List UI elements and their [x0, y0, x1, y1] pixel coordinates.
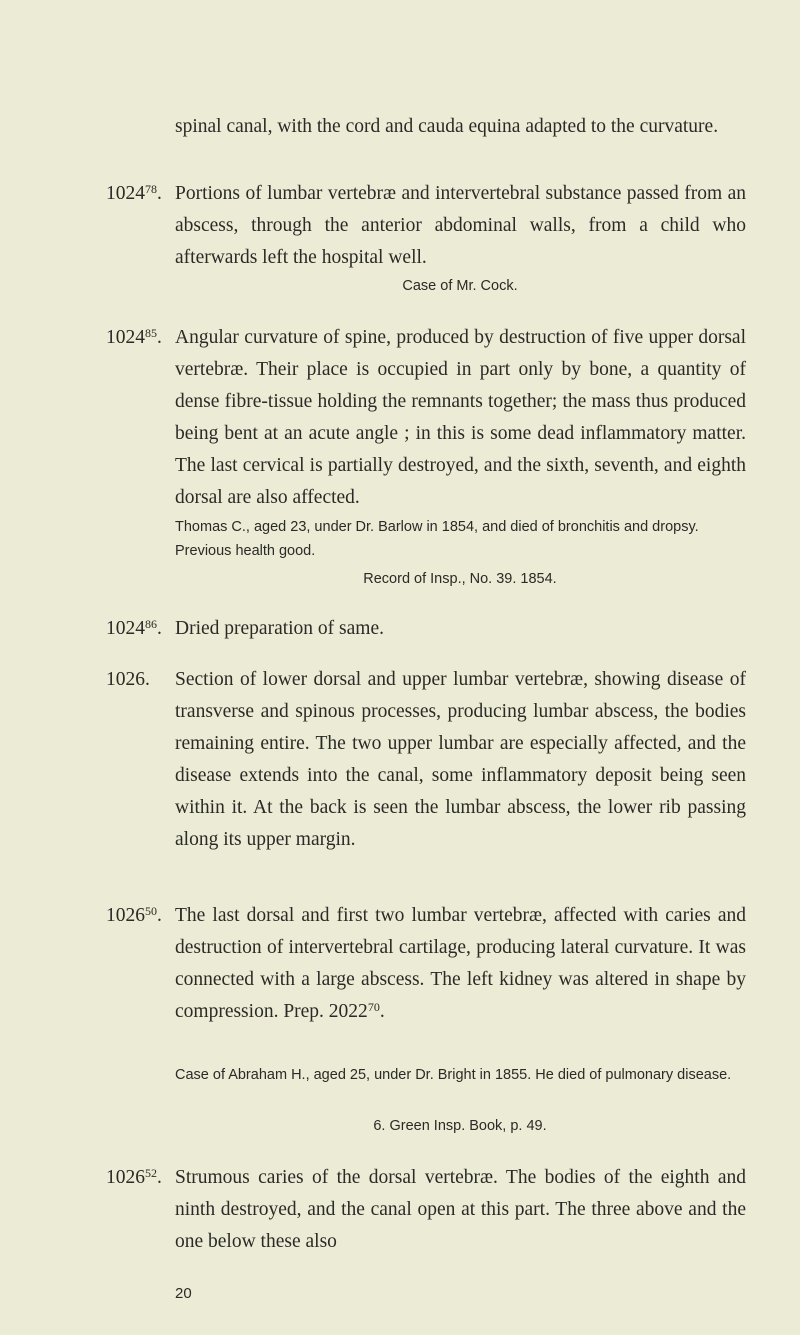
entry-description: Section of lower dorsal and upper lumbar vertebræ, showing disease of transverse and spinous processes, producing lumbar abscess, the bodies remaining entire. The two upper lumbar are especially affected, and the disease extends into the canal, some inflammatory deposit being seen within it. At the back is seen the lumbar abscess, the lower rib passing along its upper margin. [175, 669, 746, 850]
entry-description: The last dorsal and first two lumbar vertebræ, affected with caries and destruction of intervertebral cartilage, producing lateral curvature. It was connected with a large abscess. The left kidney was altered in shape by compression. Prep. 2022$^{70}$. [175, 905, 746, 1022]
entry-description: Angular curvature of spine, produced by destruction of five upper dorsal vertebræ. Their place is occupied in part only by bone, a quantity of dense fibre-tissue holding the remnants together; the mass thus produced being bent at an acute angle ; in this is some dead inflammatory matter. The last cervical is partially destroyed, and the sixth, seventh, and eighth dorsal are also affected. [175, 327, 746, 508]
catalogue-entry [106, 178, 746, 274]
case-note: Case of Abraham H., aged 25, under Dr. Bright in 1855. He died of pulmonary disease. [175, 1067, 732, 1083]
catalogue-entry [106, 322, 746, 514]
entry-number: 1026. [106, 669, 150, 690]
entry-description: Dried preparation of same. [175, 618, 384, 639]
case-note: Thomas C., aged 23, under Dr. Barlow in 1854, and died of bronchitis and dropsy. Previous health good. [175, 519, 699, 559]
entry-number: 1024$^{86}$. [106, 617, 162, 639]
entry-number: 1026$^{50}$. [106, 904, 162, 926]
catalogue-entry [106, 1162, 746, 1258]
page-number: 20 [175, 1285, 192, 1302]
catalogue-entry [106, 664, 746, 856]
catalogue-entry [106, 613, 746, 645]
inspection-note: 6. Green Insp. Book, p. 49. [373, 1118, 547, 1134]
catalogue-entry [106, 900, 746, 1028]
continuation-paragraph: spinal canal, with the cord and cauda equina adapted to the curvature. [175, 116, 719, 137]
entry-number: 1024$^{78}$. [106, 182, 162, 204]
case-note: Case of Mr. Cock. [402, 278, 518, 294]
record-note: Record of Insp., No. 39. 1854. [363, 571, 557, 587]
entry-description: Strumous caries of the dorsal vertebræ. The bodies of the eighth and ninth destroyed, and the canal open at this part. The three above and the one below these also [175, 1167, 746, 1252]
entry-description: Portions of lumbar vertebræ and intervertebral substance passed from an abscess, through the anterior abdominal walls, from a child who afterwards left the hospital well. [175, 183, 746, 268]
entry-number: 1026$^{52}$. [106, 1166, 162, 1188]
entry-number: 1024$^{85}$. [106, 326, 162, 348]
